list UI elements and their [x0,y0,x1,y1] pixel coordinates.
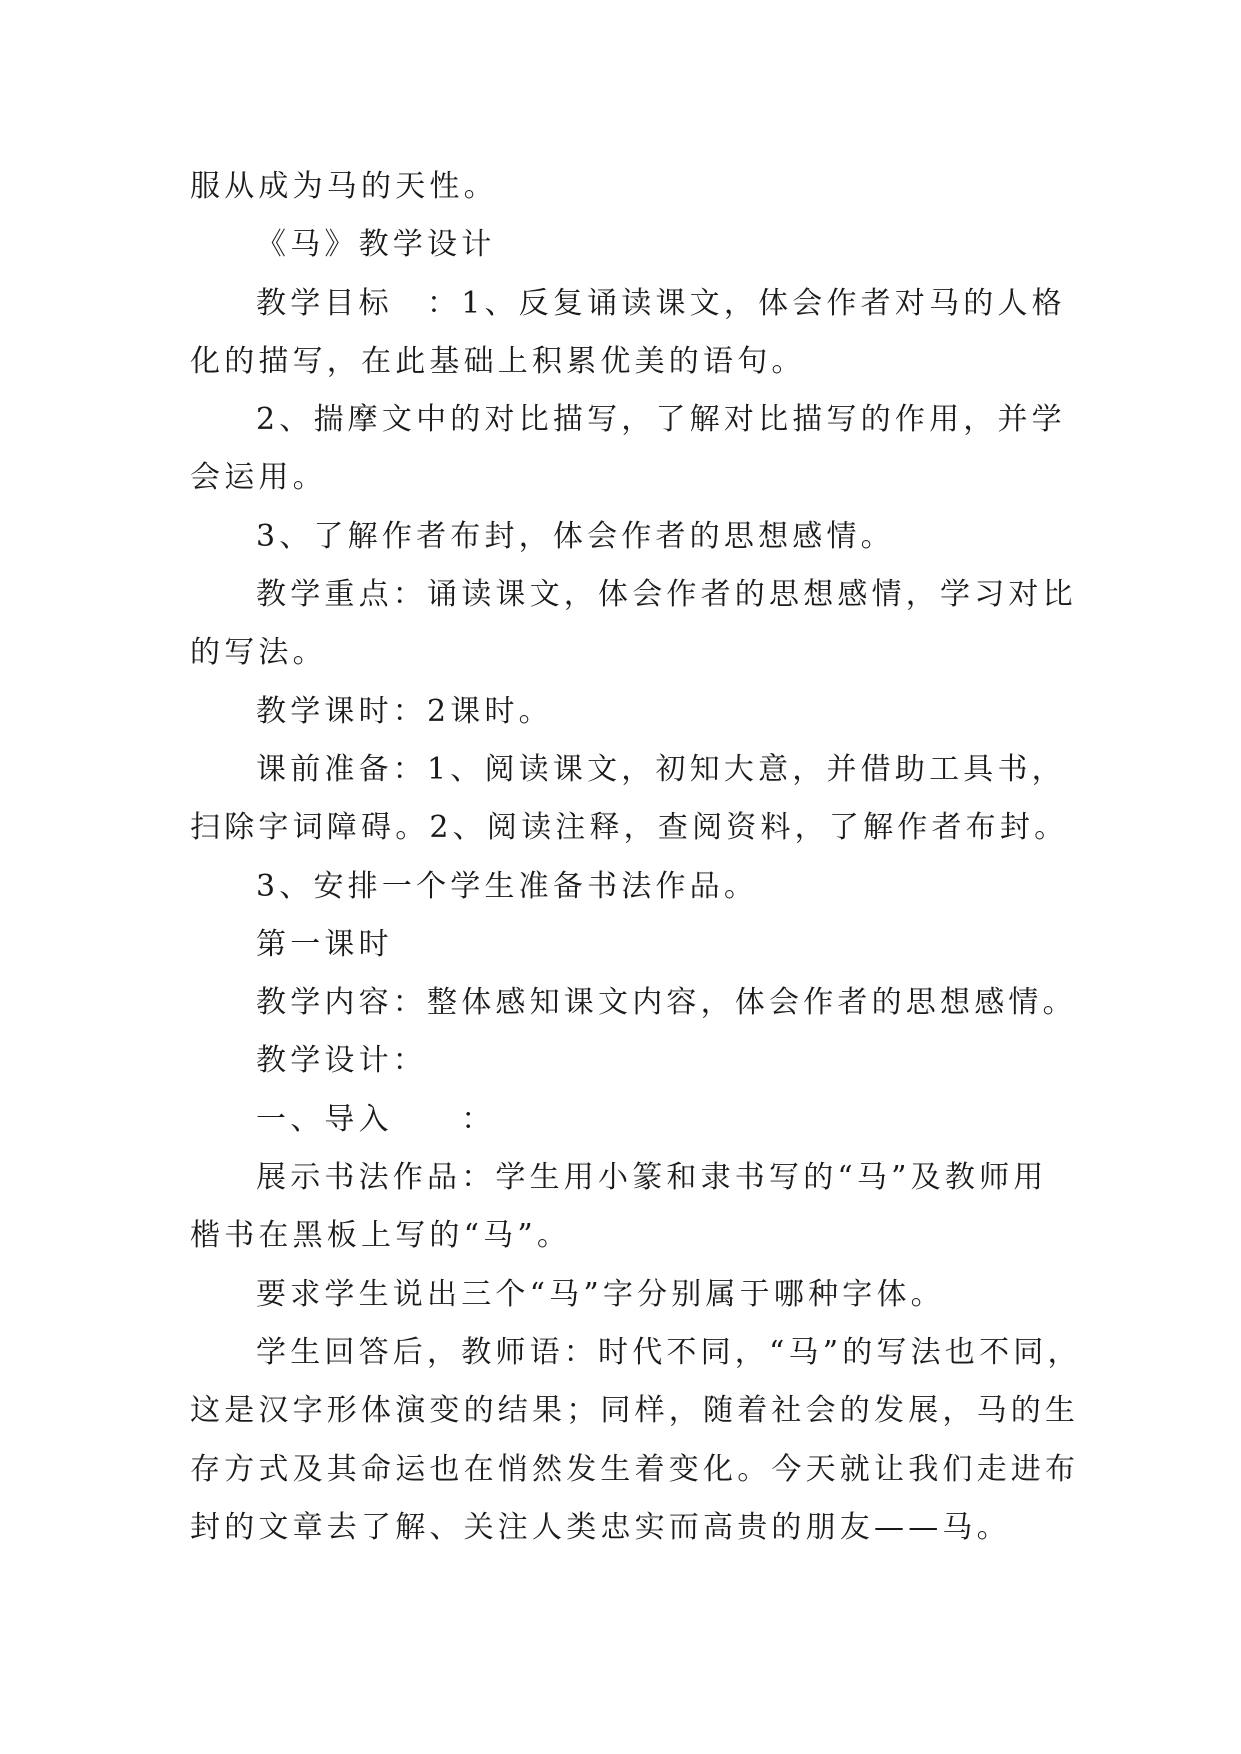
body-line: 2、揣摩文中的对比描写，了解对比描写的作用，并学 [256,402,1066,438]
body-line: 服从成为马的天性。 [190,169,498,204]
body-line: 封的文章去了解、关注人类忠实而高贵的朋友——马。 [190,1509,1011,1545]
body-line: 3、了解作者布封，体会作者的思想感情。 [256,518,895,554]
body-line: 存方式及其命运也在悄然发生着变化。今天就让我们走进布 [190,1451,1080,1487]
body-line: 学生回答后，教师语：时代不同，“马”的写法也不同， [256,1334,1082,1370]
body-line: 会运用。 [190,460,327,496]
body-line: 教学目标 ：1、反复诵读课文，体会作者对马的人格 [256,285,1066,321]
body-line: 这是汉字形体演变的结果；同样，随着社会的发展，马的生 [190,1393,1080,1429]
body-line: 教学内容：整体感知课文内容，体会作者的思想感情。 [256,985,1077,1021]
body-line: 课前准备：1、阅读课文，初知大意，并借助工具书， [256,751,1066,787]
section-title: 《马》教学设计 [256,227,496,263]
body-line: 教学重点：诵读课文，体会作者的思想感情，学习对比 [256,577,1077,613]
body-line: 教学设计： [256,1043,427,1079]
body-line: 3、安排一个学生准备书法作品。 [256,868,759,904]
body-line: 楷书在黑板上写的“马”。 [190,1218,572,1254]
body-line: 化的描写，在此基础上积累优美的语句。 [190,343,806,379]
body-line: 展示书法作品：学生用小篆和隶书写的“马”及教师用 [256,1160,1048,1196]
body-line: 要求学生说出三个“马”字分别属于哪种字体。 [256,1276,945,1312]
body-line: 扫除字词障碍。2、阅读注释，查阅资料，了解作者布封。 [190,810,1069,846]
body-line: 一、导入 ： [256,1101,496,1137]
body-line: 的写法。 [190,635,327,671]
section-heading: 第一课时 [256,926,393,962]
document-body [190,158,1082,1557]
body-line: 教学课时：2课时。 [256,693,553,729]
